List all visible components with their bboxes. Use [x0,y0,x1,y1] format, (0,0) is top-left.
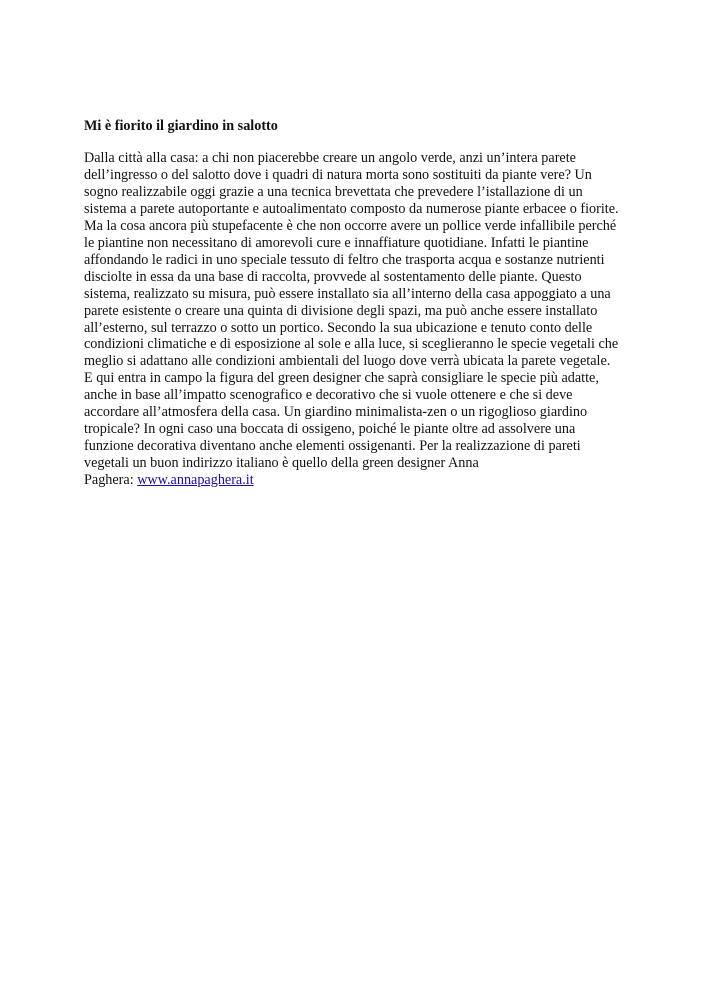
body-line: all’esterno, sul terrazzo o sotto un portico. Secondo la sua ubicazione e tenuto conto delle [84,319,593,336]
body-line: condizioni climatiche e di esposizione al sole e alla luce, si sceglieranno le specie vegetali che [84,336,619,353]
body-line: meglio si adattano alle condizioni ambientali del luogo dove verrà ubicata la parete vegetale. [84,353,611,370]
body-line: sistema, realizzato su misura, può essere installato sia all’interno della casa appoggiato a una [84,285,611,302]
body-line: vegetali un buon indirizzo italiano è quello della green designer Anna [84,455,479,472]
body-line: funzione decorativa diventano anche elementi ossigenanti. Per la realizzazione di pareti [84,438,581,455]
body-line: accordare all’atmosfera della casa. Un giardino minimalista-zen o un rigoglioso giardino [84,404,588,421]
body-line: parete esistente o creare una quinta di divisione degli spazi, ma può anche essere installato [84,302,598,319]
body-line: affondando le radici in uno speciale tessuto di feltro che trasporta acqua e sostanze nutrienti [84,251,605,268]
website-link[interactable]: www.annapaghera.it [137,472,254,489]
article [84,118,644,489]
final-line-prefix: Paghera: [84,472,138,489]
body-line: tropicale? In ogni caso una boccata di ossigeno, poiché le piante oltre ad assolvere una [84,421,576,438]
body-line: anche in base all’impatto scenografico e decorativo che si vuole ottenere e che si deve [84,387,573,404]
body-line: dell’ingresso o del salotto dove i quadri di natura morta sono sostituiti da piante vere? Un [84,166,592,183]
body-line: Dalla città alla casa: a chi non piacerebbe creare un angolo verde, anzi un’intera parete [84,150,576,166]
body-line: Ma la cosa ancora più stupefacente è che non occorre avere un pollice verde infallibile perché [84,217,617,234]
body-line: sogno realizzabile oggi grazie a una tecnica brevettata che prevedere l’istallazione di un [84,183,583,200]
body-line: E qui entra in campo la figura del green designer che saprà consigliare le specie più adatte, [84,370,599,387]
article-body [84,150,644,489]
body-line: le piantine non necessitano di amorevoli cure e innaffiature quotidiane. Infatti le piantine [84,234,589,251]
body-line: sistema a parete autoportante e autoalimentato composto da numerose piante erbacee o fiorite. [84,200,619,217]
article-title: Mi è fiorito il giardino in salotto [84,118,278,134]
body-line: disciolte in essa da una base di raccolta, provvede al sostentamento delle piante. Questo [84,268,582,285]
final-line [84,472,644,489]
